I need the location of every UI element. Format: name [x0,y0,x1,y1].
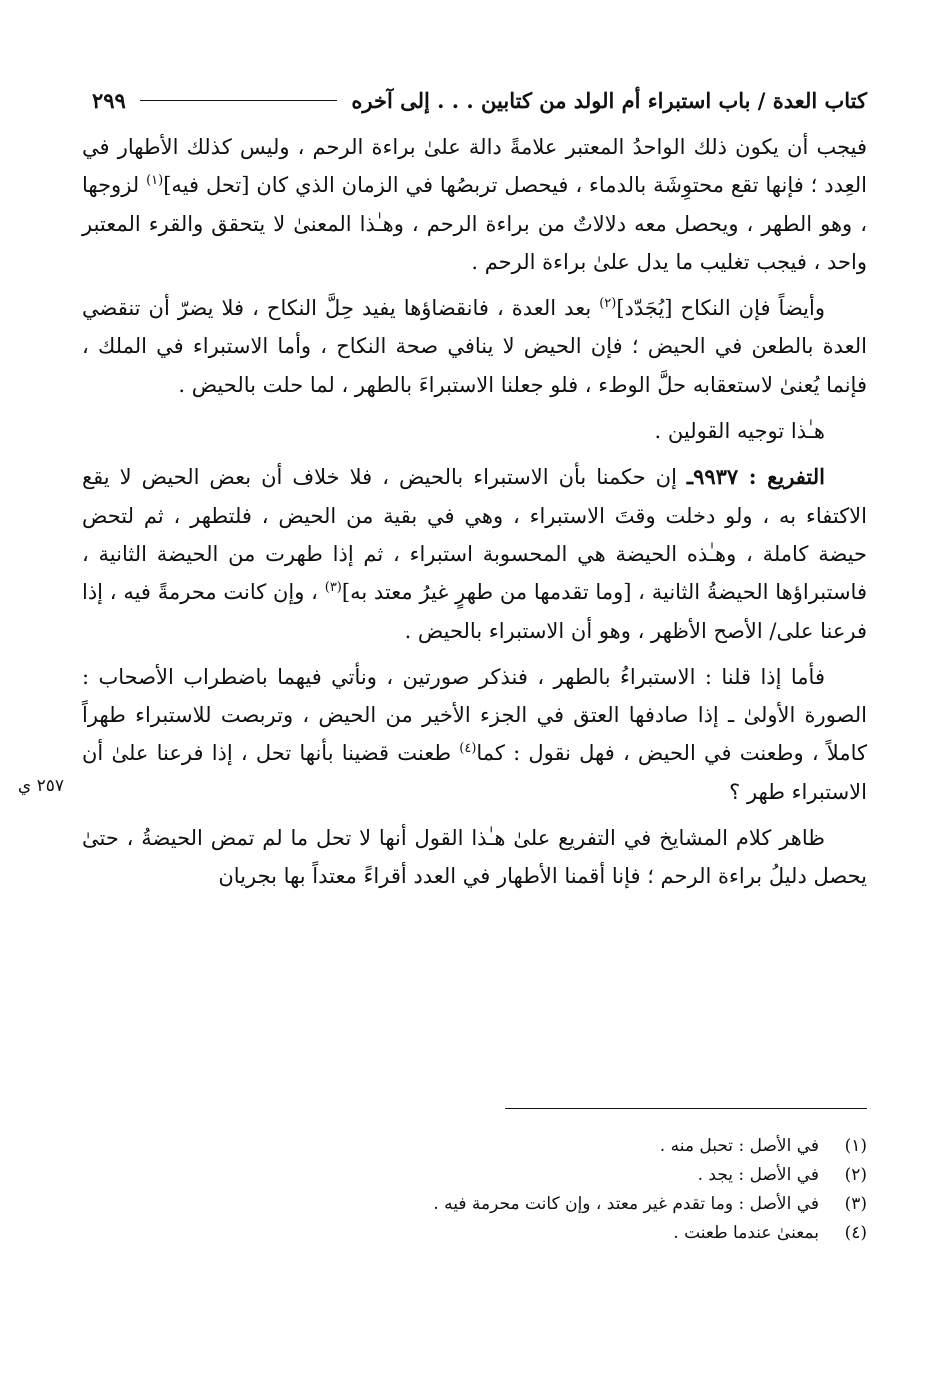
footnote-number: (٣) [844,1194,867,1214]
footnote-rule [505,1108,867,1109]
footnote-ref: (٤) [459,741,477,757]
header-rule [140,100,338,101]
footnote-ref: (١) [146,173,164,189]
section-lead: التفريع : ٩٩٣٧ـ [686,464,825,490]
footnote-number: (٢) [844,1165,867,1185]
paragraph: فيجب أن يكون ذلك الواحدُ المعتبر علامةً دالة علىٰ براءة الرحم ، وليس كذلك الأطهار في العِدد ؛ فإنها تقع محتوِشَة بالدماء ، فيحصل تربصُها في الزمان الذي كان [تحل فيه]$^{(١)}$ لزوجها ، وهو الطهر ، ويحصل معه دلالاتٌ من براءة الرحم ، وهـٰذا المعنىٰ لا يتحقق والقرء المعتبر واحد ، فيجب تغليب ما يدل علىٰ براءة الرحم . [82,135,867,274]
paragraph: هـٰذا توجيه القولين . [654,419,825,444]
footnote-text: في الأصل : يجد . [697,1165,819,1185]
footnote-number: (٤) [844,1223,867,1243]
body-text [82,128,867,896]
footnote-text: في الأصل : تحبل منه . [659,1136,819,1156]
margin-reference: ٢٥٧ ي [17,776,64,796]
footnote-text: بمعنىٰ عندما طعنت . [673,1223,819,1243]
paragraph: وأيضاً فإن النكاح [يُجَدّد]$^{(٢)}$ بعد العدة ، فانقضاؤها يفيد حِلَّ النكاح ، فلا يضرّ أن تنقضي العدة بالطعن في الحيض ؛ فإن الحيض لا ينافي صحة النكاح ، وأما الاستبراء في الملك ، فإنما يُعنىٰ لاستعقابه حلَّ الوطء ، فلو جعلنا الاستبراءَ بالطهر ، لما حلت بالحيض . [82,296,867,397]
paragraph: التفريع : ٩٩٣٧ـ إن حكمنا بأن الاستبراء بالحيض ، فلا خلاف أن بعض الحيض لا يقع الاكتفاء به ، ولو دخلت وقتَ الاستبراء ، وهي في بقية من الحيض ، فلتطهر ، ثم لتحض حيضة كاملة ، وهـٰذه الحيضة هي المحسوبة استبراء ، ثم إذا طهرت من الحيضة الثانية ، فاستبراؤها الحيضةُ الثانية ، [وما تقدمها من طهرٍ غيرُ معتد به]$^{(٣)}$ ، وإن كانت محرمةً فيه ، إذا فرعنا على/ الأصح الأظهر ، وهو أن الاستبراء بالحيض . [82,464,867,643]
footnote [300,1219,867,1248]
page-header [92,80,867,120]
running-title: كتاب العدة / باب استبراء أم الولد من كتابين . . . إلى آخره [351,87,867,113]
footnote-ref: (٣) [324,580,342,596]
footnotes [300,1132,867,1248]
paragraph: فأما إذا قلنا : الاستبراءُ بالطهر ، فنذكر صورتين ، ونأتي فيهما باضطراب الأصحاب : الصورة الأولىٰ ـ إذا صادفها العتق في الجزء الأخير من الحيض ، وتربصت للاستبراء طهراً كاملاً ، وطعنت في الحيض ، فهل نقول : كما$^{(٤)}$ طعنت قضينا بأنها تحل ، إذا فرعنا علىٰ أن الاستبراء طهر ؟ [82,664,867,804]
footnote [300,1132,867,1161]
paragraph: ظاهر كلام المشايخ في التفريع علىٰ هـٰذا القول أنها لا تحل ما لم تمض الحيضةُ ، حتىٰ يحصل دليلُ براءة الرحم ؛ فإنا أقمنا الأطهار في العدد أقراءً معتداً بها بجريان [82,826,867,889]
footnote-ref: (٢) [599,296,617,312]
page-number: ٢٩٩ [92,87,126,113]
footnote-text: في الأصل : وما تقدم غير معتد ، وإن كانت محرمة فيه . [433,1194,819,1214]
footnote-number: (١) [844,1136,867,1156]
footnote [300,1161,867,1190]
footnote [300,1190,867,1219]
